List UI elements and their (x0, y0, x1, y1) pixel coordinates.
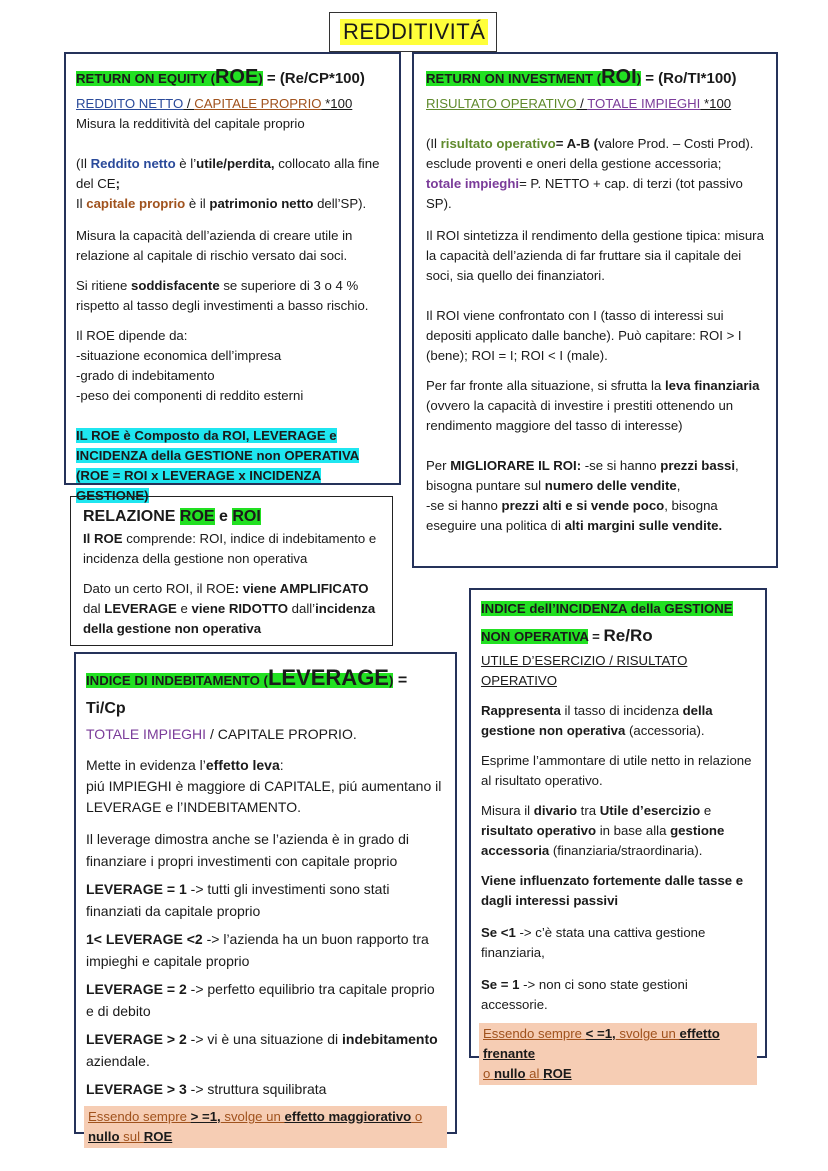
incidence-text-3: Misura il divario tra Utile d’esercizio e risultato operativo in base alla gestione accessoria (finanziaria/straordinaria). (481, 803, 725, 858)
roi-text-3: Il ROI viene confrontato con I (tasso di interessi sui depositi applicato dalle banche). Può capitare: ROI > I (bene); ROI = I; ROI < I (male). (426, 308, 742, 363)
roe-text-2: (Il Reddito netto è l’utile/perdita, collocato alla fine del CE; Il capitale proprio è il patrimonio netto dell’SP). (76, 156, 380, 211)
leverage-case-4: LEVERAGE > 2 -> vi è una situazione di indebitamento aziendale. (86, 1031, 438, 1069)
incidence-subtitle: UTILE D’ESERCIZIO / RISULTATO OPERATIVO (481, 653, 688, 688)
roe-depends-item: -grado di indebitamento (76, 368, 215, 383)
relation-text-2: Dato un certo ROI, il ROE: viene AMPLIFICATO dal LEVERAGE e viene RIDOTTO dall’incidenza della gestione non operativa (83, 581, 376, 636)
incidence-case-1: Se <1 -> c’è stata una cattiva gestione finanziaria, (481, 925, 706, 960)
relation-heading: RELAZIONE ROE e ROI (83, 508, 261, 525)
roe-depends-item: -situazione economica dell’impresa (76, 348, 282, 363)
leverage-subtitle: TOTALE IMPIEGHI / CAPITALE PROPRIO. (86, 726, 357, 742)
incidence-heading-2: NON OPERATIVA = Re/Ro (481, 626, 653, 645)
leverage-heading: INDICE DI INDEBITAMENTO (LEVERAGE) = Ti/Cp (86, 665, 408, 717)
page-title: REDDITIVITÁ (340, 19, 488, 45)
incidence-section (469, 588, 767, 1081)
roi-subtitle: RISULTATO OPERATIVO / TOTALE IMPIEGHI *100 (426, 96, 732, 111)
leverage-text-2: Il leverage dimostra anche se l’azienda è in grado di finanziare i propri investimenti con capitale proprio (86, 831, 409, 869)
roi-heading: RETURN ON INVESTMENT (ROI) = (Ro/TI*100) (426, 66, 737, 88)
incidence-text-1: Rappresenta il tasso di incidenza della gestione non operativa (accessoria). (481, 703, 713, 738)
roi-section (412, 52, 778, 568)
roi-text-5: Per MIGLIORARE IL ROI: -se si hanno prezzi bassi, bisogna puntare sul numero delle vendite, -se si hanno prezzi alti e si vende poco, bisogna eseguire una politica di alti margini sulle vendite. (426, 458, 739, 533)
leverage-section (74, 652, 457, 1144)
roe-heading: RETURN ON EQUITY (ROE) = (Re/CP*100) (76, 66, 365, 88)
page-title-box (329, 12, 497, 52)
leverage-case-2: 1< LEVERAGE <2 -> l’azienda ha un buon rapporto tra impieghi e capitale proprio (86, 931, 429, 969)
leverage-case-5: LEVERAGE > 3 -> struttura squilibrata (86, 1081, 327, 1097)
incidence-text-2: Esprime l’ammontare di utile netto in relazione al risultato operativo. (481, 753, 752, 788)
roe-text-1: Misura la redditività del capitale proprio (76, 116, 305, 131)
roe-depends-item: -peso dei componenti di reddito esterni (76, 388, 304, 403)
roe-composition-note: IL ROE è Composto da ROI, LEVERAGE e INCIDENZA della GESTIONE non OPERATIVA (ROE = ROI x LEVERAGE x INCIDENZA GESTIONE) (76, 428, 360, 503)
leverage-note: Essendo sempre > =1, svolge un effetto maggiorativo o nullo sul ROE (84, 1106, 447, 1148)
incidence-case-2: Se = 1 -> non ci sono state gestioni accessorie. (481, 977, 688, 1012)
roe-section (64, 52, 401, 503)
leverage-case-1: LEVERAGE = 1 -> tutti gli investimenti sono stati finanziati da capitale proprio (86, 881, 390, 919)
roe-depends-title: Il ROE dipende da: (76, 328, 188, 343)
leverage-case-3: LEVERAGE = 2 -> perfetto equilibrio tra capitale proprio e di debito (86, 981, 435, 1019)
relation-text-1: Il ROE comprende: ROI, indice di indebitamento e incidenza della gestione non operativa (83, 531, 377, 566)
roe-subtitle: REDDITO NETTO / CAPITALE PROPRIO *100 (76, 96, 353, 111)
incidence-note: Essendo sempre < =1, svolge un effetto frenante o nullo al ROE (479, 1023, 757, 1085)
roi-text-4: Per far fronte alla situazione, si sfrutta la leva finanziaria (ovvero la capacità di investire i prestiti ottenendo un rendimento maggiore del tasso di interesse) (426, 378, 760, 433)
leverage-text-1: Mette in evidenza l’effetto leva: piú IMPIEGHI è maggiore di CAPITALE, piú aumentano il LEVERAGE e l’INDEBITAMENTO. (86, 757, 442, 815)
relation-section (70, 496, 393, 646)
roe-text-3: Misura la capacità dell’azienda di creare utile in relazione al capitale di rischio versato dai soci. (76, 228, 353, 263)
incidence-text-4: Viene influenzato fortemente dalle tasse e dagli interessi passivi (481, 873, 744, 908)
incidence-heading-1: INDICE dell’INCIDENZA della GESTIONE (481, 601, 733, 616)
roe-text-4: Si ritiene soddisfacente se superiore di 3 o 4 % rispetto al tasso degli investimenti a basso rischio. (76, 278, 369, 313)
roi-text-2: Il ROI sintetizza il rendimento della gestione tipica: misura la capacità dell’azienda di far fruttare sia il capitale dei soci, sia quello dei finanziatori. (426, 228, 764, 283)
roi-text-1: (Il risultato operativo= A-B (valore Prod. – Costi Prod). esclude proventi e oneri della gestione accessoria; totale impieghi= P. NETTO + cap. di terzi (tot passivo SP). (426, 136, 754, 211)
